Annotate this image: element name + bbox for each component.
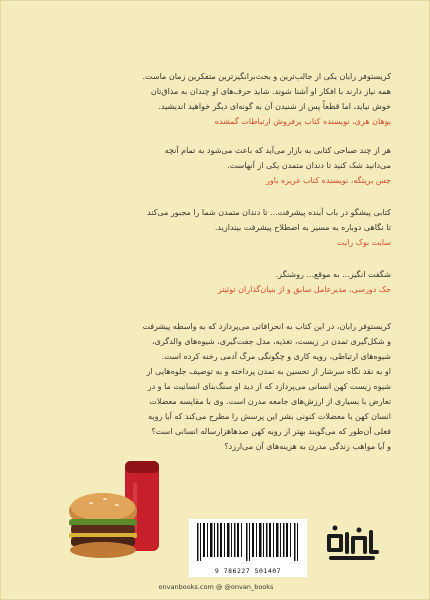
quote-line: تا نگاهی دوباره به مسیر به اصطلاح پیشرفت بیندازید. [214,223,391,232]
description-line: و آیا مواهب زندگی مدرن به هزینه‌های آن می‌ارزد؟ [224,442,391,451]
quote-block-3 [31,205,391,250]
description-line: و شکل‌گیری تمدن در زیست، تغذیه، مدل جفت‌گیری، شیوه‌های والدگری، [152,337,391,346]
quote-source: جک دورسی، مدیرعامل سابق و از بنیان‌گذاران توئیتر [217,285,391,294]
description-line: شیوه زیست کهن انسانی می‌پردازد که از دید او سنگ‌بنای انسانیت ما و در [147,382,391,391]
barcode [189,519,307,577]
quote-source: یوهان هری، نویسنده کتاب پرفروش ارتباطات گمشده [214,117,391,126]
quote-block-4 [31,267,391,297]
description-line: کریستوفر رایان، در این کتاب به انحرافاتی می‌پردازد که به واسطه پیشرفت [142,322,391,331]
description-line: تعارض با بسیاری از ارزش‌های جامعه مدرن است. وی با مقایسه معضلات [149,397,391,406]
quote-line: خوش نیاید، اما قطعاً پس از شنیدن آن به گونه‌ای دیگر خواهید اندیشید. [158,102,391,111]
publisher-footer: onvanbooks.com @ @onvan_books [158,583,274,591]
quote-line: شگفت انگیز... به موقع... روشنگر. [275,270,391,279]
barcode-bars [189,519,307,565]
quote-line: کتابی پیشگو در باب آینده پیشرفت... تا دندان متمدن شما را مجبور می‌کند [146,208,391,217]
burger-and-soda-illustration [63,453,173,563]
book-description [31,319,391,454]
quote-source: جس بریتگه، نویسنده کتاب غریزه باور [266,176,391,185]
description-line: فعلی آن‌طور که می‌گویند بهتر از رویه کهن صدها‌هزارساله انسانی است؟ [151,427,391,436]
description-line: شیوه‌های ارتباطی، رویه کاری و چگونگی مرگ آدمی رخنه کرده است. [161,352,391,361]
quote-line: کریستوفر رایان یکی از جالب‌ترین و بحث‌برانگیزترین متفکرین زمان ماست. [142,72,391,81]
quote-line: هر از چند صباحی کتابی به بازار می‌آید که باعث می‌شود به تمام آنچه [164,146,391,155]
quote-block-1 [31,69,391,129]
quote-block-2 [31,143,391,188]
description-line: او به نقد نگاه سرشار از تحسین به تمدن پرداخته و به توصیف جلوه‌هایی از [146,367,391,376]
description-line: انسان کهن با معضلات کنونی بشر این پرسش را مطرح می‌کند که آیا رویه [148,412,391,421]
barcode-number: 9 786227 501407 [214,567,282,575]
quote-source: سایت بوک رایت [337,238,391,247]
quote-line: همه نیاز دارند با افکار او آشنا شوند. شاید حرف‌های او چندان به مذاق‌تان [150,87,391,96]
publisher-logo [321,514,383,576]
quote-line: می‌دانید شک کنید تا دندان متمدن یکی از آنهاست. [227,161,391,170]
